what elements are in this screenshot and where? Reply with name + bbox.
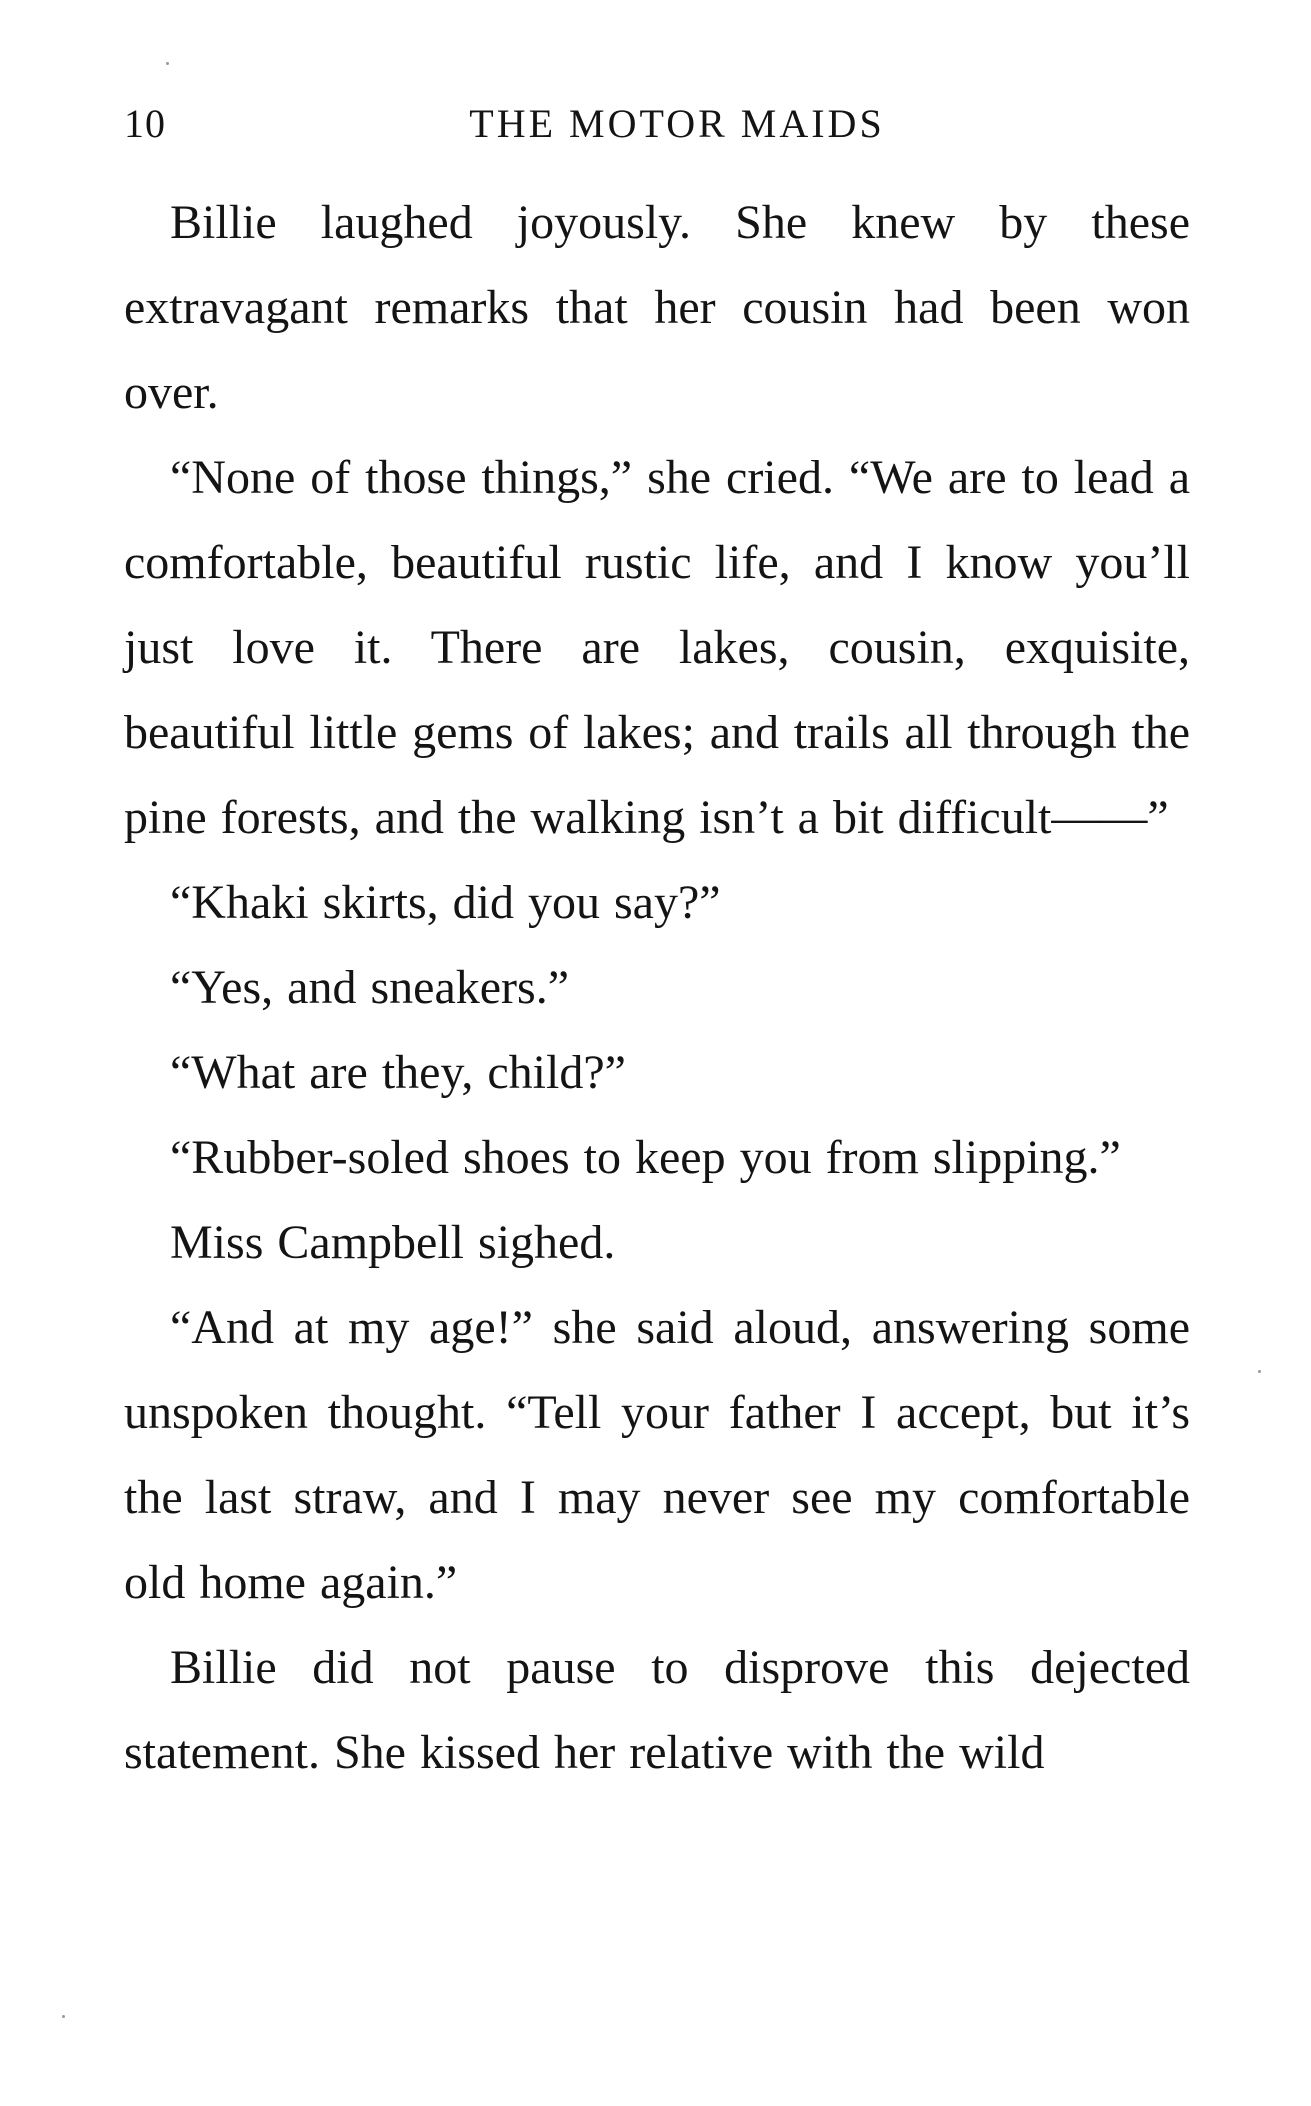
paragraph: Billie did not pause to disprove this dejected statement. She kissed her relative with the wild (124, 1641, 1190, 1779)
paragraph: “Khaki skirts, did you say?” (170, 876, 721, 929)
paper-speck (62, 2015, 65, 2018)
paragraph: “And at my age!” she said aloud, answering some unspoken thought. “Tell your father I accept, but it’s the last straw, and I may never see my comfortable old home again.” (124, 1301, 1190, 1609)
paragraph: Miss Campbell sighed. (170, 1216, 616, 1269)
body-text (124, 180, 1190, 1795)
paper-speck (1258, 1370, 1261, 1373)
paragraph: Billie laughed joyously. She knew by these extravagant remarks that her cousin had been won over. (124, 196, 1190, 419)
page-number: 10 (124, 101, 166, 146)
paragraph: “None of those things,” she cried. “We are to lead a comfortable, beautiful rustic life, and I know you’ll just love it. There are lakes, cousin, exquisite, beautiful little gems of lakes; and trails all through the pine forests, and the walking isn’t a bit difficult——” (124, 451, 1190, 844)
paragraph: “Yes, and sneakers.” (170, 961, 570, 1014)
page-header (124, 100, 1190, 160)
paragraph: “What are they, child?” (170, 1046, 626, 1099)
running-head: THE MOTOR MAIDS (469, 101, 885, 146)
paper-speck (166, 62, 169, 65)
paragraph: “Rubber-soled shoes to keep you from slipping.” (170, 1131, 1121, 1184)
